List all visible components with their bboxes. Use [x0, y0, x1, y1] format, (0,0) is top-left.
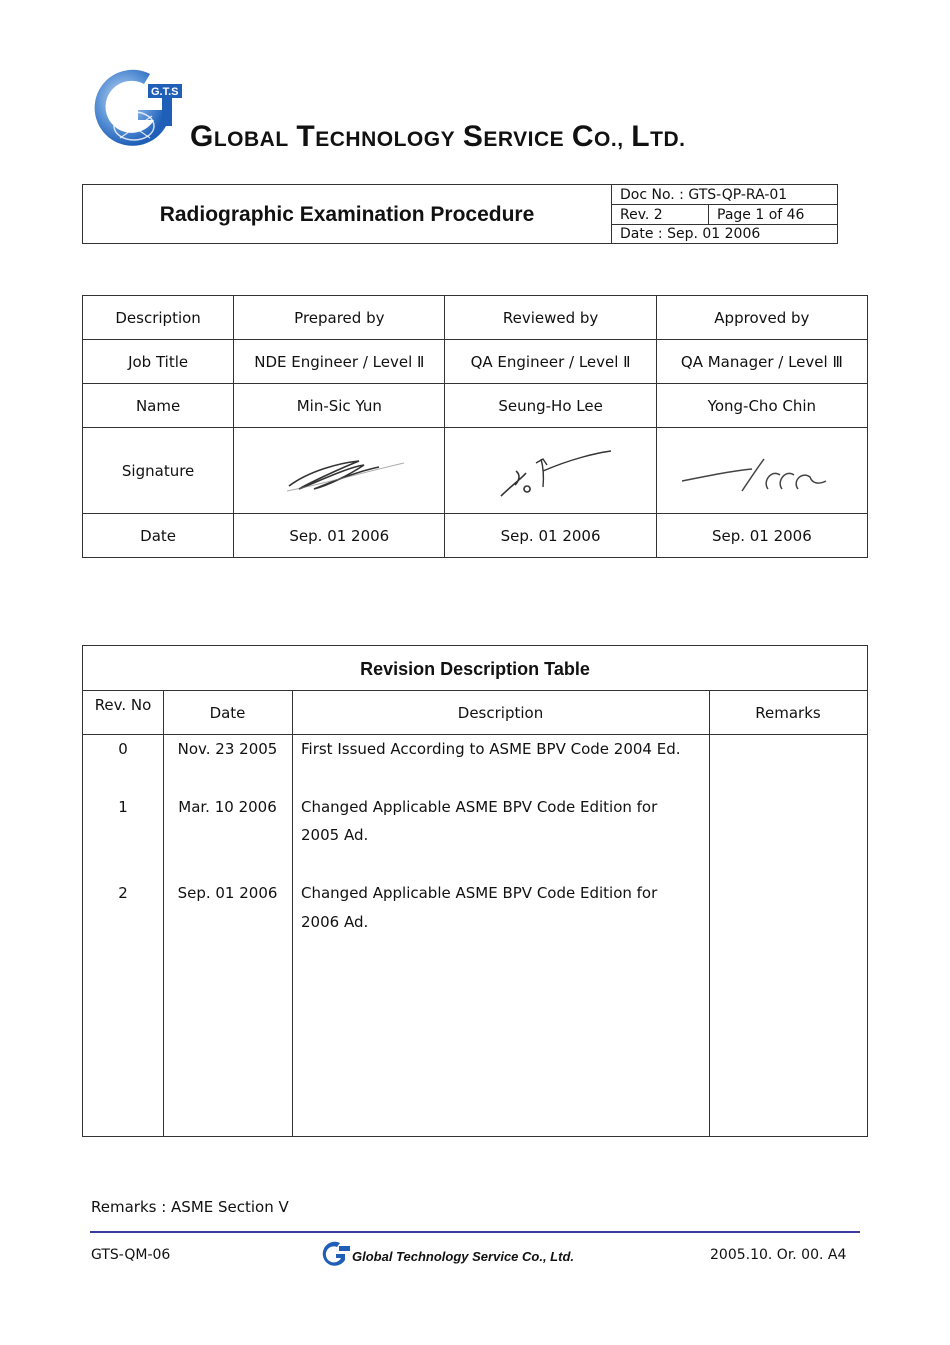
prepared-date: Sep. 01 2006 — [234, 514, 445, 558]
revision-row-date: Mar. 10 2006 — [178, 798, 277, 816]
approval-header-row — [83, 296, 868, 340]
document-title-box — [82, 184, 612, 244]
reviewed-job-title: QA Engineer / Level Ⅱ — [445, 340, 656, 384]
signature-row — [83, 428, 868, 514]
signature-image-2 — [481, 441, 621, 501]
revision-row-number: 2 — [118, 884, 128, 902]
remarks-header: Remarks — [755, 704, 821, 722]
column-divider — [709, 690, 710, 1136]
footer-form-number: GTS-QM-06 — [91, 1247, 171, 1263]
reviewed-date: Sep. 01 2006 — [445, 514, 656, 558]
company-logo — [88, 66, 188, 150]
row-label-date: Date — [83, 514, 234, 558]
revision-row-description: Changed Applicable ASME BPV Code Edition for — [301, 798, 658, 816]
footer-logo-icon — [320, 1240, 350, 1268]
company-word-2: TECHNOLOGY — [296, 120, 456, 153]
reviewed-name: Seung-Ho Lee — [445, 384, 656, 428]
name-row — [83, 384, 868, 428]
document-info-box — [611, 184, 838, 244]
prepared-signature — [234, 428, 445, 514]
revision-header-row — [83, 690, 867, 735]
footer-version: 2005.10. Or. 00. A4 — [710, 1247, 847, 1263]
signature-image-3 — [672, 441, 852, 501]
row-label-name: Name — [83, 384, 234, 428]
approved-job-title: QA Manager / Level Ⅲ — [656, 340, 867, 384]
doc-revision-row — [612, 205, 837, 225]
row-label-job-title: Job Title — [83, 340, 234, 384]
revision-row-date: Nov. 23 2005 — [177, 740, 278, 758]
approval-table — [82, 295, 868, 558]
footer-divider — [90, 1231, 860, 1233]
footer-company-name: Global Technology Service Co., Ltd. — [352, 1249, 574, 1264]
remarks-text: Remarks : ASME Section Ⅴ — [91, 1198, 289, 1216]
company-word-5: LTD. — [631, 120, 686, 153]
prepared-name: Min-Sic Yun — [234, 384, 445, 428]
doc-revision: Rev. 2 — [620, 207, 663, 223]
company-name — [190, 120, 685, 154]
reviewed-signature — [445, 428, 656, 514]
company-word-4: CO., — [571, 120, 624, 153]
revision-row-description-cont: 2005 Ad. — [301, 826, 369, 844]
approved-signature — [656, 428, 867, 514]
revision-table-title: Revision Description Table — [83, 646, 867, 691]
column-divider — [292, 690, 293, 1136]
logo-text: G.T.S — [151, 86, 179, 98]
revision-row-description: First Issued According to ASME BPV Code 2004 Ed. — [301, 740, 681, 758]
doc-page: Page 1 of 46 — [708, 205, 837, 225]
revision-row-number: 1 — [118, 798, 128, 816]
doc-date: Date : Sep. 01 2006 — [620, 226, 761, 242]
rev-no-header: Rev. No — [94, 696, 152, 714]
footer-company — [320, 1240, 574, 1272]
prepared-job-title: NDE Engineer / Level Ⅱ — [234, 340, 445, 384]
row-label-signature: Signature — [83, 428, 234, 514]
reviewed-by-header: Reviewed by — [445, 296, 656, 340]
revision-row-date: Sep. 01 2006 — [177, 884, 278, 902]
signature-image-1 — [269, 441, 409, 501]
revision-table — [82, 645, 868, 1137]
company-word-1: GLOBAL — [190, 120, 289, 153]
date-row — [83, 514, 868, 558]
prepared-by-header: Prepared by — [234, 296, 445, 340]
row-label-description: Description — [83, 296, 234, 340]
revision-row-number: 0 — [118, 740, 128, 758]
doc-number: Doc No. : GTS-QP-RA-01 — [612, 185, 837, 205]
approved-by-header: Approved by — [656, 296, 867, 340]
revision-row-description-cont: 2006 Ad. — [301, 913, 369, 931]
company-word-3: SERVICE — [462, 120, 565, 153]
revision-row-description: Changed Applicable ASME BPV Code Edition for — [301, 884, 658, 902]
description-header: Description — [457, 704, 544, 722]
job-title-row — [83, 340, 868, 384]
date-header: Date — [209, 704, 246, 722]
approved-date: Sep. 01 2006 — [656, 514, 867, 558]
document-title: Radiographic Examination Procedure — [159, 203, 535, 226]
approved-name: Yong-Cho Chin — [656, 384, 867, 428]
